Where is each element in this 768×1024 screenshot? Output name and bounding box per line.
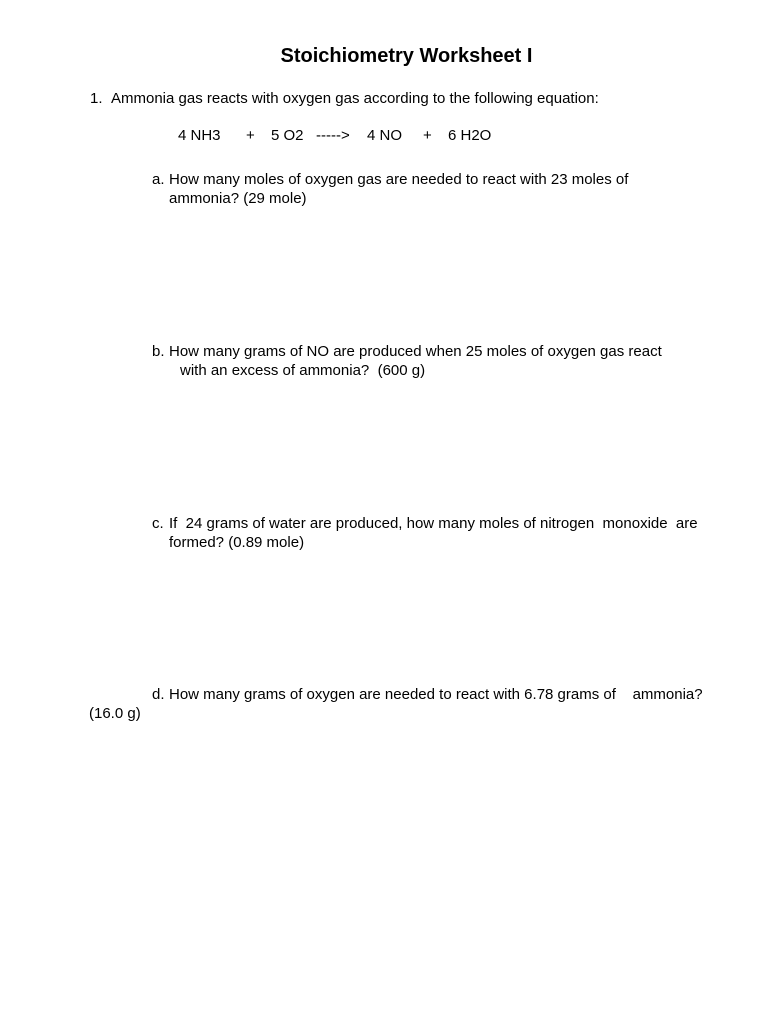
part-letter: c. — [152, 515, 164, 532]
equation-plus-sign: + — [423, 127, 432, 144]
question-prompt: Ammonia gas reacts with oxygen gas according to the following equation: — [111, 90, 599, 107]
part-letter: d. — [152, 686, 165, 703]
equation-reactant-ammonia: 4 NH3 — [178, 127, 221, 144]
part-letter: a. — [152, 171, 165, 188]
equation-product-water: 6 H2O — [448, 127, 492, 144]
question-number: 1. — [90, 90, 103, 107]
part-text-line1: How many moles of oxygen gas are needed to react with 23 moles of — [169, 171, 629, 188]
equation-product-no: 4 NO — [367, 127, 403, 144]
part-text-line1: If 24 grams of water are produced, how many moles of nitrogen monoxide are — [169, 515, 698, 532]
equation-arrow: -----> — [316, 127, 350, 144]
part-text-line2: with an excess of ammonia? (600 g) — [180, 362, 426, 379]
page-title: Stoichiometry Worksheet I — [280, 45, 533, 67]
part-letter: b. — [152, 343, 165, 360]
part-text-line2: formed? (0.89 mole) — [169, 534, 305, 551]
equation-plus-sign: + — [246, 127, 255, 144]
part-text-line1: How many grams of oxygen are needed to react with 6.78 grams of ammonia? — [169, 686, 703, 703]
equation-reactant-oxygen: 5 O2 — [271, 127, 304, 144]
part-text-line1: How many grams of NO are produced when 25 moles of oxygen gas react — [169, 343, 662, 360]
part-text-line2: (16.0 g) — [89, 705, 141, 722]
part-text-line2: ammonia? (29 mole) — [169, 190, 307, 207]
